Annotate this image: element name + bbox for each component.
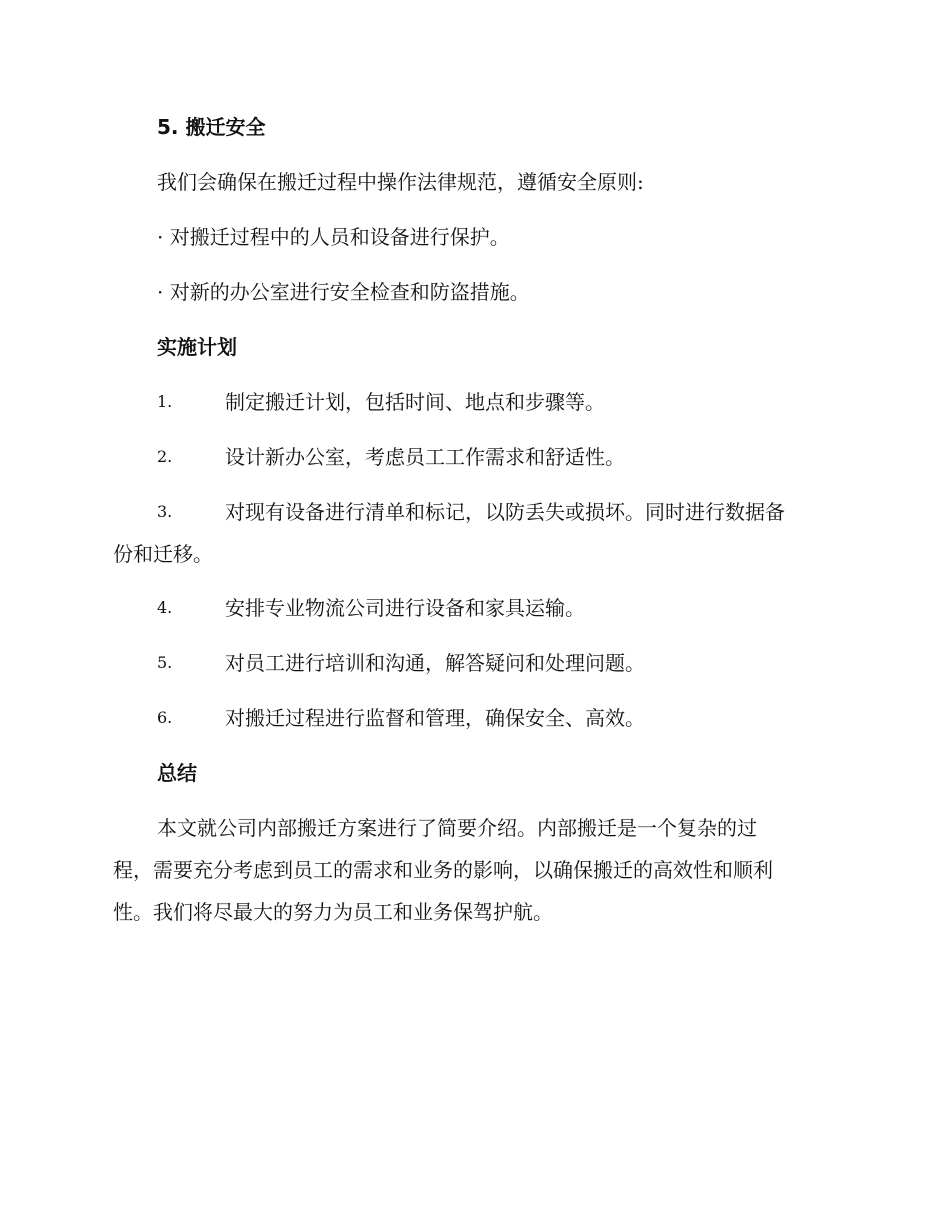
item-number: 4.: [157, 598, 173, 617]
item-text: 对员工进行培训和沟通，解答疑问和处理问题。: [225, 651, 645, 675]
item-text: 设计新办公室，考虑员工工作需求和舒适性。: [225, 445, 625, 469]
bullet-item: · 对新的办公室进行安全检查和防盗措施。: [157, 280, 530, 304]
summary-paragraph-line: 性。我们将尽最大的努力为员工和业务保驾护航。: [113, 900, 553, 924]
item-number: 1.: [157, 392, 173, 411]
item-number: 2.: [157, 447, 173, 466]
item-text: 安排专业物流公司进行设备和家具运输。: [225, 596, 585, 620]
item-text-continuation: 份和迁移。: [113, 542, 213, 566]
section-heading-implementation-plan: 实施计划: [157, 335, 237, 359]
item-text: 制定搬迁计划，包括时间、地点和步骤等。: [225, 390, 605, 414]
item-number: 5.: [157, 653, 173, 672]
summary-paragraph-line: 本文就公司内部搬迁方案进行了简要介绍。内部搬迁是一个复杂的过: [157, 816, 757, 840]
section-heading-summary: 总结: [157, 761, 197, 785]
bullet-item: · 对搬迁过程中的人员和设备进行保护。: [157, 225, 510, 249]
section-heading-relocation-safety: 5. 搬迁安全: [157, 115, 266, 139]
item-text: 对搬迁过程进行监督和管理，确保安全、高效。: [225, 706, 645, 730]
item-text: 对现有设备进行清单和标记，以防丢失或损坏。同时进行数据备: [225, 500, 785, 524]
summary-paragraph-line: 程，需要充分考虑到员工的需求和业务的影响，以确保搬迁的高效性和顺利: [113, 858, 773, 882]
item-number: 6.: [157, 708, 173, 727]
section-intro: 我们会确保在搬迁过程中操作法律规范，遵循安全原则:: [157, 170, 644, 194]
item-number: 3.: [157, 502, 173, 521]
